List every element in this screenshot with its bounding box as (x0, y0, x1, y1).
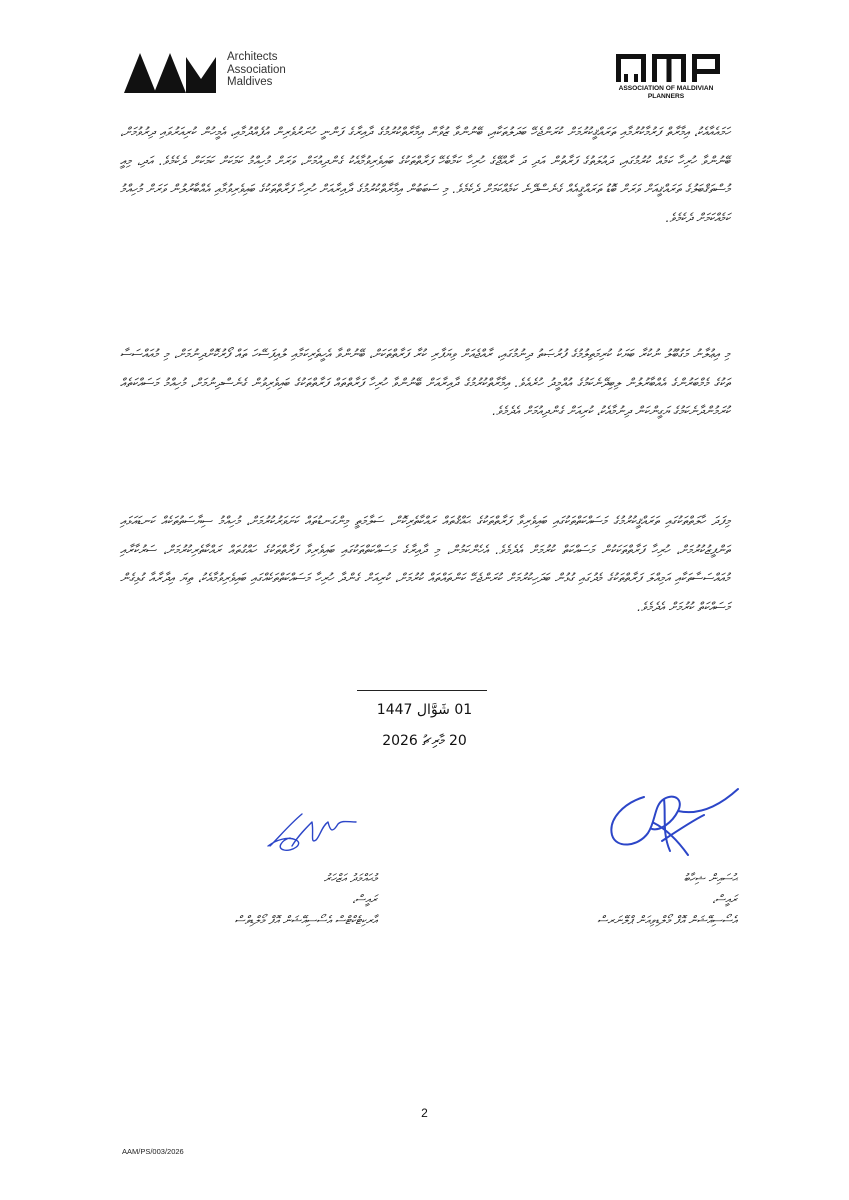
signatory-left (150, 868, 377, 931)
page-number: 2 (421, 1106, 428, 1120)
reference-code: AAM/PS/003/2026 (122, 1147, 184, 1156)
aam-name-line: Architects (227, 51, 278, 63)
gregorian-date: 20 މާރިޗު 2026 (382, 733, 467, 749)
signatory-org: އެސޯސިއޭޝަން އޮފް މޯލްޑިވިއަން ޕްލޭނަރސް (597, 913, 737, 927)
amp-caption-line: PLANNERS (647, 93, 685, 100)
aam-logo (124, 51, 294, 97)
signature-right (604, 785, 744, 865)
signatory-title: ރައީސް، (352, 892, 377, 906)
signatory-org: އާރކިޓެކްޓްސް އެސޯސިއޭޝަން އޮފް މޯލްޑިވްސް (234, 913, 377, 927)
signatory-name: މުޙައްމަދު އަޒްހަރު (323, 871, 377, 885)
body-paragraph: މި އިޢުލާނު މަގުބޫލު ނުކުރާ ބަޔަކު ކުރިމަތިލުމުގެ ފުރުޞަތު ދިނުމުގައި، ރާއްޖެއަށް ވިޔަފާރި ކުރާ ފަރާތްތަކަށް، ބޭނުންވާ އެހީތެރިކަމާއި ލުއިފަސޭހަ ތައް ފޯރުކޮށްދިނުމަށް، މި މުއައްސަސާ ތަކުގެ މެމްބަރުންގެ އެއްބާރުލުން ލިބިދޭނެކަމުގެ އުއްމީދު ހުރެއެވެ. އިމާރާތްކުރުމުގެ ދާއިރާއަށް ބޭނުންވާ ހުރިހާ ފަރާތްތައް ފަރާތްތަކުގެ ބައިވެރިވުން ގެނެސްދިނުމަށް، މުހިއްމު މަސައްކަތެއް ކުރަމުންދާނެކަމުގެ ޔަގީންކަން ދިނުމާއެކު، ކުރިއަށް ގެންދިއުމަށް އެދެމެވެ. (120, 346, 730, 418)
signatory-right (510, 868, 737, 931)
signatory-name: ޙުސައިން ޝިހާބު (683, 871, 737, 885)
aam-name (227, 51, 286, 89)
hijri-date: 01 شَوَّال 1447 (376, 702, 473, 718)
aam-logo-mark (124, 51, 224, 95)
amp-logo (606, 52, 726, 112)
amp-caption (606, 85, 726, 101)
signatory-title: ރައީސް، (712, 892, 737, 906)
body-paragraph: ހަމައެއާއެކު، އިމާރާތް ފަރުމާކުރުމާއި ތަރައްޤީކުރުމަށް ކުރަންޖެހޭ ބަދަލުތަކާއި، ބޭނުންވާ ޒުވާން އިމާރާތްކުރުމުގެ ދާއިރާގެ ފަންނީ ހުނަރުވެރިން އުފެއްދުމާއި، އެމީހުން ކުރިއަރުވައި ދިރުވުމަށް، ބޭނުންވާ ހުރިހާ ކަމެއް ކުރުމުގައި، ދައުލަތުގެ ފަރާތުން އަދި ދަ ރާއްޖޭގެ ހުރިހާ ކަމާބެހޭ ފަރާތްތަކުގެ ބައިވެރިވުމާއެކު ގެންދިއުމަށް، ވަރަށް މުހިއްމު ކަމަކަށް ކަމަކަށް ދެކެމެވެ. އަދި، މިއީ މުސްތަޤްބަލުގެ ތަރައްޤީއަށް ވަރަށް ބޮޑު ތަރައްޤީއެއް ގެނެސްދޭނެ ކަމެއްކަމަށް ދެކެމެވެ. މި ސަބަބުން އިމާރާތްކުރުމުގެ ދާއިރާއަށް ހުރިހާ ފަރާތްތަކުގެ ބައިވެރިވުމާއި އެއްބާރުލުން ވަރަށް މުހިއްމު ކަމެއްކަމަށް ދެކެމެވެ. (120, 124, 730, 225)
amp-logo-mark (606, 52, 726, 84)
aam-name-line: Maldives (227, 76, 273, 89)
amp-caption-line: ASSOCIATION OF MALDIVIAN (618, 85, 714, 92)
signature-left (262, 810, 362, 858)
date-divider (357, 690, 487, 691)
body-paragraph: މިފަދަ ހާލަތްތަކުގައި ތަރައްޤީކުރުމުގެ މަސައްކަތްތަކުގައި ބައިވެރިވާ ފަރާތްތަކުގެ ޙައްޤުތައް ރައްކާތެރިކޮށް، ސަލާމަތީ މިންގަނޑުތައް ކަށަވަރުކުރުމަށް، މުހިއްމު ސިޔާސަތުތަކެއް ކަނޑައަޅައި ތަންފީޒުކުރުމަށް، ހުރިހާ ފަރާތްތަކަކުން މަސައްކަތް ކުރުމަށް އެދެމެވެ. އެހެންކަމުން، މި ދާއިރާގެ މަސައްކަތްތަކުގައި ބައިވެރިވާ ފަރާތްތަކުގެ ހައްގުތައް ރައްކާތެރިކުރުމަށް، ސަރުކާރާއި މުއައްސަސާތަކާއި އަމިއްލަ ފަރާތްތަކުގެ މެދުގައި ގުޅުން ބަދަހިކުރުމަށް ކުރަންޖެހޭ ކަންތައްތައް ކުރުމަށް، ކުރިއަށް ގެންދާ ހުރިހާ މަސައްކަތްތަކެއްގައި ބައިވެރިވުމާއެކު، ތިޔަ އިދާރާއާ ގުޅިގެން މަސައްކަތް ކުރުމަށް އެދެމެވެ. (120, 513, 730, 614)
aam-name-line: Association (227, 63, 286, 76)
